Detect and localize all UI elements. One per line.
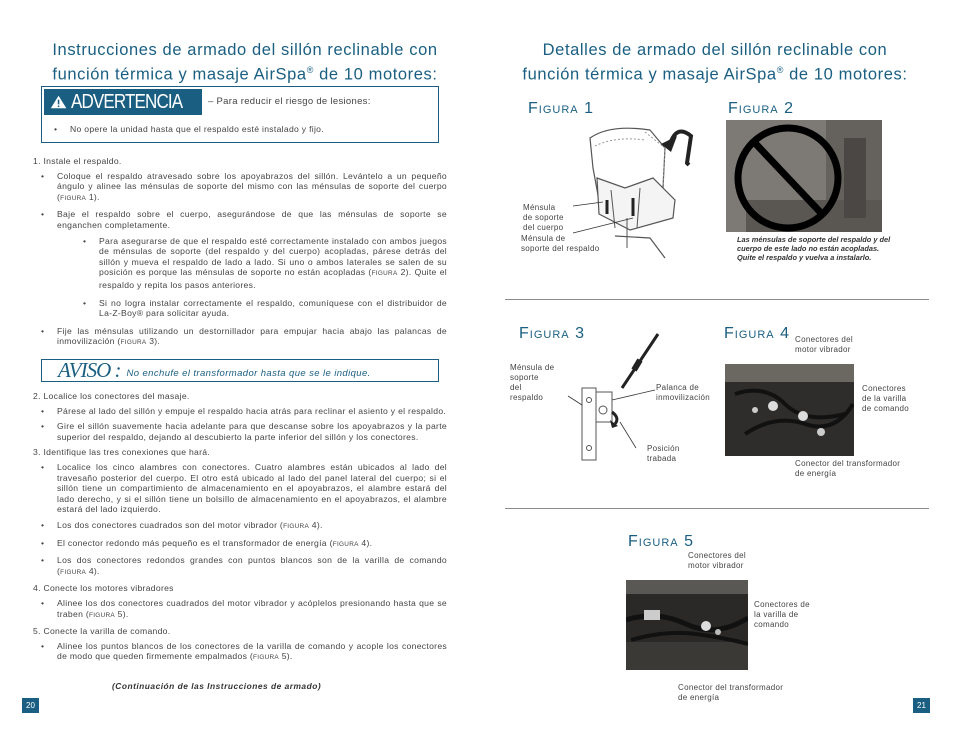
aviso-box bbox=[41, 359, 439, 382]
figure-1-label: FIGURA 1 bbox=[528, 100, 594, 117]
step-1-sublist bbox=[33, 236, 447, 319]
aviso-text: No enchufe el transformador hasta que se le indique. bbox=[126, 368, 371, 379]
step-3-list bbox=[33, 462, 447, 578]
section-divider-2 bbox=[505, 508, 929, 509]
left-title-line1: Instrucciones de armado del sillón reclinable con bbox=[52, 41, 438, 59]
list-item: • Para asegurarse de que el respaldo esté correctamente instalado con ambos juegos de ménsulas de soporte (del respaldo y del cuerpo) acopladas, párese detrás del sillón y mueva el respaldo de lado a lado. Si uno o ambos laterales se salen de su posición es porque las ménsulas de soporte no están acopladas (FIGURA 2). Quite el respaldo y repita los pasos anteriores. bbox=[33, 236, 447, 291]
figure-4-label-b: Conectores de la varilla de comando bbox=[862, 384, 910, 413]
connected-wires-photo-icon bbox=[626, 580, 748, 670]
figure-4-photo bbox=[725, 364, 854, 456]
instructions-body bbox=[33, 152, 447, 354]
figure-1-label-a: Ménsula de soporte del cuerpo bbox=[523, 203, 564, 232]
warning-triangle-icon bbox=[50, 93, 67, 111]
warning-bullet: • No opere la unidad hasta que el respaldo esté instalado y fijo. bbox=[46, 124, 426, 135]
warning-subtitle: – Para reducir el riesgo de lesiones: bbox=[208, 96, 371, 107]
page-number-right: 21 bbox=[913, 698, 930, 713]
page-number-left: 20 bbox=[22, 698, 39, 713]
warning-banner bbox=[44, 89, 202, 115]
step-5-heading: 5. Conecte la varilla de comando. bbox=[33, 626, 171, 637]
aviso-label: AVISO : bbox=[58, 358, 121, 382]
warning-label: ADVERTENCIA bbox=[71, 90, 183, 113]
step-5-list bbox=[33, 641, 447, 664]
figure-4-label-a: Conectores del motor vibrador bbox=[795, 335, 854, 354]
instructions-body-2 bbox=[33, 387, 447, 669]
step-1-heading: 1. Instale el respaldo. bbox=[33, 156, 122, 166]
right-page-title bbox=[490, 40, 940, 85]
connectors-photo-icon bbox=[725, 364, 854, 456]
prohibited-icon bbox=[726, 120, 882, 232]
list-item: • Si no logra instalar correctamente el respaldo, comuníquese con el distribuidor de La-Z-Boy® para solicitar ayuda. bbox=[33, 298, 447, 319]
continuation-note: (Continuación de las Instrucciones de armado) bbox=[112, 681, 322, 691]
figure-3-label: FIGURA 3 bbox=[519, 325, 585, 342]
warning-box bbox=[41, 86, 439, 143]
section-divider-1 bbox=[505, 299, 929, 300]
figure-3-label-b: Palanca de inmovilización bbox=[656, 383, 710, 402]
step-4-list bbox=[33, 598, 447, 621]
step-1-list-cont bbox=[33, 326, 447, 349]
step-4-heading: 4. Conecte los motores vibradores bbox=[33, 583, 174, 594]
figure-5-label: FIGURA 5 bbox=[628, 533, 694, 550]
list-item: • Baje el respaldo sobre el cuerpo, asegurándose de que las ménsulas de soporte se enganchen completamente. bbox=[33, 209, 447, 230]
list-item: • Coloque el respaldo atravesado sobre los apoyabrazos del sillón. Levántelo a un pequeño ángulo y alinee las ménsulas de soporte del mismo con las ménsulas de soporte del cuerpo (FIGURA 1). bbox=[33, 171, 447, 205]
figure-5-label-b: Conectores de la varilla de comando bbox=[754, 600, 810, 629]
right-title-line2: función térmica y masaje AirSpa® de 10 motores: bbox=[522, 65, 908, 84]
list-item: • Gire el sillón suavemente hacia adelante para que descanse sobre los apoyabrazos y la parte superior del respaldo, dejando al descubierto la parte inferior del sillón y los conectores. bbox=[33, 421, 447, 442]
figure-2-photo bbox=[726, 120, 882, 232]
figure-3-label-c: Posición trabada bbox=[647, 444, 680, 463]
list-item: • Los dos conectores redondos grandes con puntos blancos son de la varilla de comando (FIGURA 4). bbox=[33, 555, 447, 578]
step-1-list bbox=[33, 171, 447, 231]
figure-1-label-b: Ménsula de soporte del respaldo bbox=[521, 234, 600, 253]
figure-4-label: FIGURA 4 bbox=[724, 325, 790, 342]
figure-5-label-a: Conectores del motor vibrador bbox=[688, 551, 747, 570]
left-page-title bbox=[20, 40, 470, 85]
list-item: • Alinee los dos conectores cuadrados del motor vibrador y acóplelos presionando hasta que se traben (FIGURA 5). bbox=[33, 598, 447, 621]
figure-5-photo bbox=[626, 580, 748, 670]
right-title-line1: Detalles de armado del sillón reclinable con bbox=[542, 41, 888, 59]
list-item: • Fije las ménsulas utilizando un destornillador para empujar hacia abajo las palancas de inmovilización (FIGURA 3). bbox=[33, 326, 447, 349]
list-item: • Párese al lado del sillón y empuje el respaldo hacia atrás para reclinar el asiento y el respaldo. bbox=[33, 406, 447, 417]
warning-list bbox=[46, 124, 426, 140]
list-item: • Los dos conectores cuadrados son del motor vibrador (FIGURA 4). bbox=[33, 520, 447, 533]
list-item: • El conector redondo más pequeño es el transformador de energía (FIGURA 4). bbox=[33, 538, 447, 551]
list-item: • Alinee los puntos blancos de los conectores de la varilla de comando y acople los conectores de modo que queden firmemente empalmados (FIGURA 5). bbox=[33, 641, 447, 664]
step-2-heading: 2. Localice los conectores del masaje. bbox=[33, 391, 190, 401]
figure-4-label-c: Conector del transformador de energía bbox=[795, 459, 901, 478]
figure-3-label-a: Ménsula de soporte del respaldo bbox=[510, 363, 555, 402]
figure-2-caption: Las ménsulas de soporte del respaldo y del cuerpo de este lado no están acopladas. Quite el respaldo y vuelva a instalarlo. bbox=[737, 235, 891, 262]
figure-2-label: FIGURA 2 bbox=[728, 100, 794, 117]
step-2-list bbox=[33, 406, 447, 443]
list-item: • Localice los cinco alambres con conectores. Cuatro alambres están ubicados al lado del travesaño posterior del cuerpo. El otro está ubicado al lado del panel lateral del cuerpo; si el sillón tiene un compartimiento de almacenamiento en el apoyabrazos, el alambre estará del lado derecho, y si el sillón tiene un bolsillo de almacenamiento en el apoyabrazos, el alambre estará del lado izquierdo. bbox=[33, 462, 447, 515]
step-3-heading: 3. Identifique las tres conexiones que hará. bbox=[33, 447, 211, 458]
left-title-line2: función térmica y masaje AirSpa® de 10 motores: bbox=[52, 65, 438, 84]
figure-5-label-c: Conector del transformador de energía bbox=[678, 683, 784, 702]
